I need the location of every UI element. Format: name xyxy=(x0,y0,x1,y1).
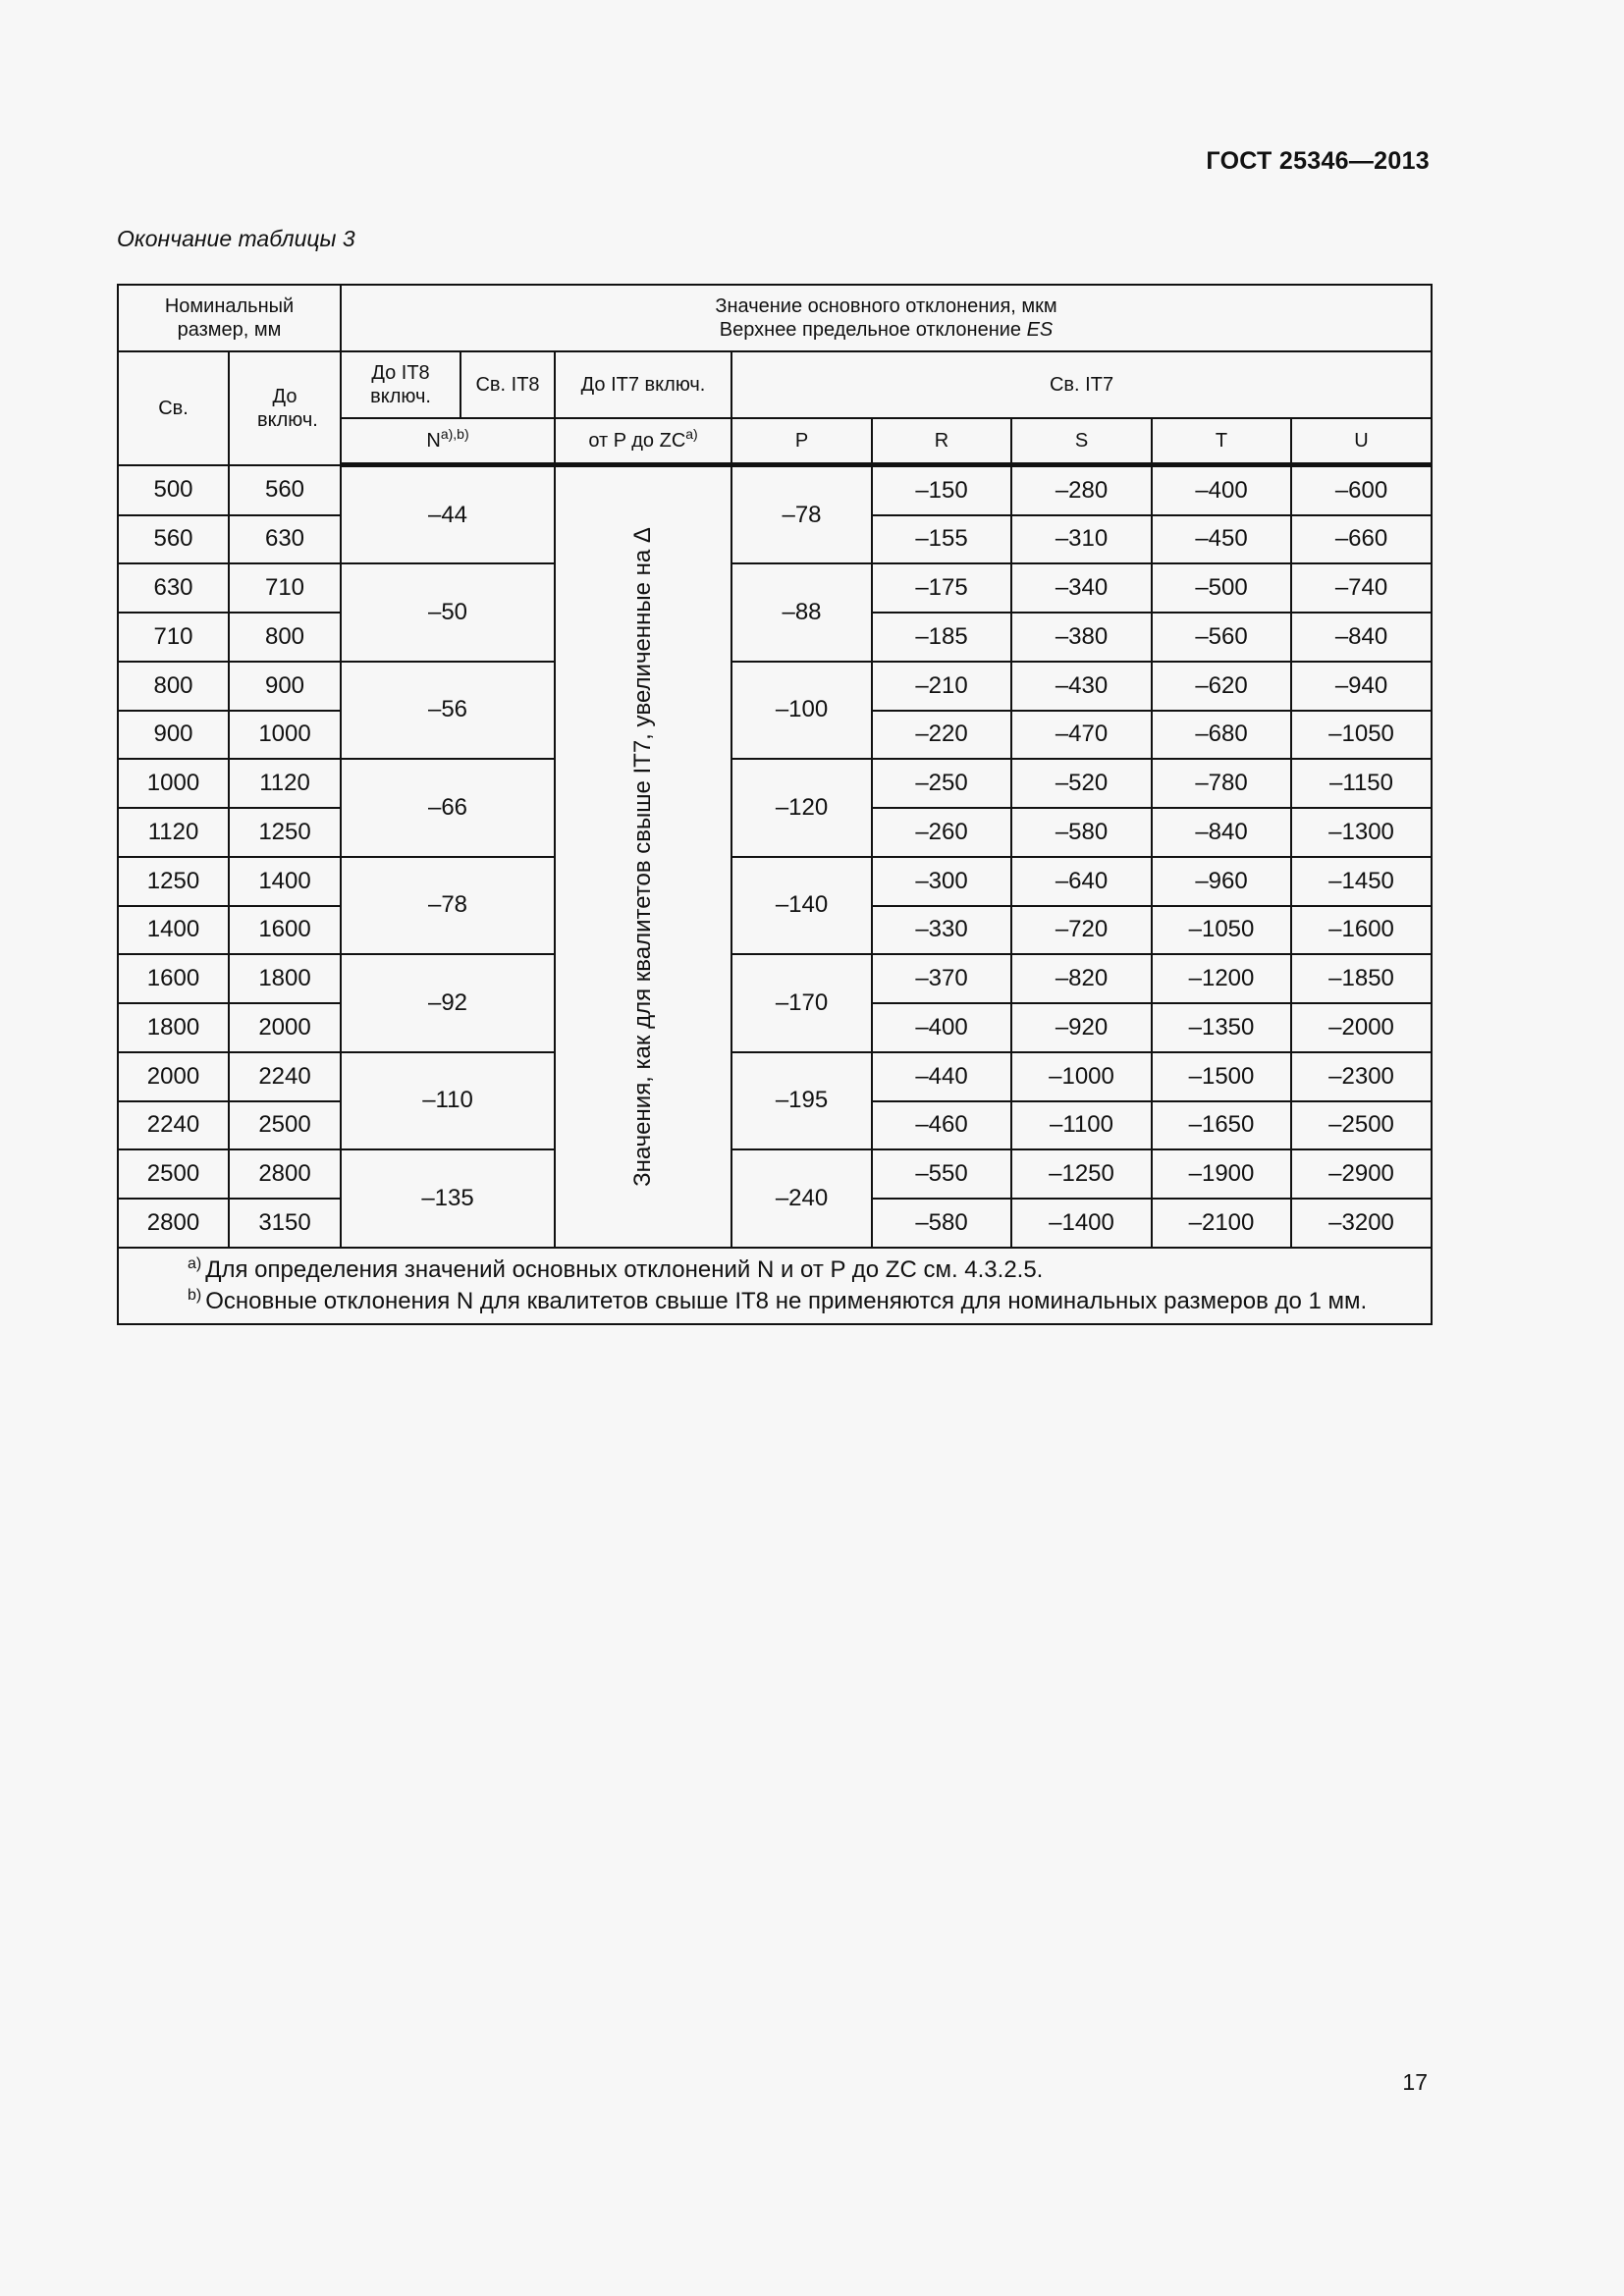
cell-from: 1800 xyxy=(118,1003,229,1052)
cell-from: 2000 xyxy=(118,1052,229,1101)
cell-to: 1000 xyxy=(229,711,341,760)
cell-r: –155 xyxy=(872,515,1011,564)
header-main-value-line2: Верхнее предельное отклонение ES xyxy=(719,319,1054,341)
cell-t: –680 xyxy=(1152,711,1291,760)
cell-n-value: –110 xyxy=(341,1052,555,1149)
cell-to: 710 xyxy=(229,563,341,613)
cell-p-value: –78 xyxy=(731,465,872,564)
footnote xyxy=(188,1286,1419,1317)
cell-u: –2000 xyxy=(1291,1003,1432,1052)
cell-n-value: –66 xyxy=(341,759,555,856)
cell-r: –580 xyxy=(872,1199,1011,1248)
table-row xyxy=(118,465,1432,515)
footnotes xyxy=(118,1248,1432,1324)
cell-r: –440 xyxy=(872,1052,1011,1101)
cell-r: –460 xyxy=(872,1101,1011,1150)
cell-u: –740 xyxy=(1291,563,1432,613)
cell-r: –210 xyxy=(872,662,1011,711)
cell-s: –820 xyxy=(1011,954,1152,1003)
table-row xyxy=(118,954,1432,1003)
cell-p-value: –100 xyxy=(731,662,872,759)
cell-from: 1400 xyxy=(118,906,229,955)
table-row xyxy=(118,759,1432,808)
cell-to: 560 xyxy=(229,465,341,515)
cell-to: 1800 xyxy=(229,954,341,1003)
cell-from: 1600 xyxy=(118,954,229,1003)
cell-s: –340 xyxy=(1011,563,1152,613)
cell-n-value: –44 xyxy=(341,465,555,564)
cell-s: –280 xyxy=(1011,465,1152,515)
cell-from: 500 xyxy=(118,465,229,515)
cell-p-value: –240 xyxy=(731,1149,872,1248)
cell-to: 2240 xyxy=(229,1052,341,1101)
cell-to: 800 xyxy=(229,613,341,662)
cell-from: 1250 xyxy=(118,857,229,906)
cell-r: –400 xyxy=(872,1003,1011,1052)
tolerance-table xyxy=(117,284,1433,1325)
table-row xyxy=(118,1149,1432,1199)
cell-u: –1150 xyxy=(1291,759,1432,808)
cell-to: 1120 xyxy=(229,759,341,808)
footnote-mark: b) xyxy=(188,1286,202,1304)
cell-to: 3150 xyxy=(229,1199,341,1248)
header-main-value xyxy=(341,285,1432,351)
footnote-text: Для определения значений основных отклонений N и от P до ZC см. 4.3.2.5. xyxy=(205,1255,1044,1283)
cell-u: –1600 xyxy=(1291,906,1432,955)
cell-u: –2500 xyxy=(1291,1101,1432,1150)
cell-p-value: –120 xyxy=(731,759,872,856)
footnote xyxy=(188,1255,1419,1286)
cell-t: –2100 xyxy=(1152,1199,1291,1248)
cell-t: –1500 xyxy=(1152,1052,1291,1101)
cell-s: –1100 xyxy=(1011,1101,1152,1150)
cell-r: –370 xyxy=(872,954,1011,1003)
table-body xyxy=(118,465,1432,1324)
cell-to: 630 xyxy=(229,515,341,564)
footnote-text: Основные отклонения N для квалитетов свыше IT8 не применяются для номинальных размеров до 1 мм. xyxy=(205,1287,1368,1314)
header-p-to-zc: от P до ZC$^{a)}$ xyxy=(555,418,731,465)
cell-n-value: –50 xyxy=(341,563,555,661)
cell-t: –1900 xyxy=(1152,1149,1291,1199)
header-to: До включ. xyxy=(229,351,341,465)
cell-t: –1650 xyxy=(1152,1101,1291,1150)
cell-u: –1300 xyxy=(1291,808,1432,857)
cell-from: 2500 xyxy=(118,1149,229,1199)
page-number: 17 xyxy=(1402,2069,1428,2095)
header-nominal-size: Номинальный размер, мм xyxy=(118,285,341,351)
cell-t: –400 xyxy=(1152,465,1291,515)
cell-r: –175 xyxy=(872,563,1011,613)
cell-to: 2000 xyxy=(229,1003,341,1052)
table-row xyxy=(118,857,1432,906)
table-caption: Окончание таблицы 3 xyxy=(117,226,355,251)
cell-r: –250 xyxy=(872,759,1011,808)
cell-t: –1350 xyxy=(1152,1003,1291,1052)
cell-to: 2800 xyxy=(229,1149,341,1199)
cell-r: –300 xyxy=(872,857,1011,906)
cell-from: 2240 xyxy=(118,1101,229,1150)
cell-t: –500 xyxy=(1152,563,1291,613)
cell-u: –600 xyxy=(1291,465,1432,515)
header-from: Св. xyxy=(118,351,229,465)
cell-s: –1000 xyxy=(1011,1052,1152,1101)
header-up-to-it7: До IT7 включ. xyxy=(555,351,731,418)
cell-to: 2500 xyxy=(229,1101,341,1150)
cell-from: 630 xyxy=(118,563,229,613)
cell-r: –330 xyxy=(872,906,1011,955)
cell-n-value: –78 xyxy=(341,857,555,954)
header-u: U xyxy=(1291,418,1432,465)
cell-p-value: –195 xyxy=(731,1052,872,1149)
cell-r: –185 xyxy=(872,613,1011,662)
cell-t: –840 xyxy=(1152,808,1291,857)
cell-u: –2300 xyxy=(1291,1052,1432,1101)
table-row xyxy=(118,662,1432,711)
cell-p-value: –170 xyxy=(731,954,872,1051)
header-n: $N^{a),b)}$ xyxy=(341,418,555,465)
cell-t: –960 xyxy=(1152,857,1291,906)
header-over-it7: Св. IT7 xyxy=(731,351,1432,418)
cell-t: –620 xyxy=(1152,662,1291,711)
footnote-mark: a) xyxy=(188,1255,202,1272)
cell-s: –1250 xyxy=(1011,1149,1152,1199)
header-over-it8: Св. IT8 xyxy=(460,351,555,418)
cell-t: –780 xyxy=(1152,759,1291,808)
cell-from: 1000 xyxy=(118,759,229,808)
cell-r: –150 xyxy=(872,465,1011,515)
table-row xyxy=(118,1052,1432,1101)
cell-s: –640 xyxy=(1011,857,1152,906)
cell-u: –660 xyxy=(1291,515,1432,564)
header-s: S xyxy=(1011,418,1152,465)
table-row xyxy=(118,563,1432,613)
cell-u: –840 xyxy=(1291,613,1432,662)
cell-from: 560 xyxy=(118,515,229,564)
cell-s: –310 xyxy=(1011,515,1152,564)
document-header: ГОСТ 25346—2013 xyxy=(1206,147,1430,175)
cell-t: –450 xyxy=(1152,515,1291,564)
cell-p-value: –88 xyxy=(731,563,872,661)
cell-r: –220 xyxy=(872,711,1011,760)
cell-vertical-note xyxy=(555,465,731,1248)
cell-to: 900 xyxy=(229,662,341,711)
cell-from: 800 xyxy=(118,662,229,711)
cell-to: 1400 xyxy=(229,857,341,906)
cell-s: –580 xyxy=(1011,808,1152,857)
cell-s: –1400 xyxy=(1011,1199,1152,1248)
cell-n-value: –135 xyxy=(341,1149,555,1248)
cell-to: 1250 xyxy=(229,808,341,857)
cell-s: –380 xyxy=(1011,613,1152,662)
cell-t: –1200 xyxy=(1152,954,1291,1003)
cell-to: 1600 xyxy=(229,906,341,955)
cell-u: –1850 xyxy=(1291,954,1432,1003)
cell-r: –550 xyxy=(872,1149,1011,1199)
cell-u: –3200 xyxy=(1291,1199,1432,1248)
cell-u: –940 xyxy=(1291,662,1432,711)
cell-s: –470 xyxy=(1011,711,1152,760)
cell-n-value: –56 xyxy=(341,662,555,759)
vertical-note-text: Значения, как для квалитетов свыше IT7, увеличенные на Δ xyxy=(629,526,657,1187)
cell-t: –560 xyxy=(1152,613,1291,662)
cell-u: –2900 xyxy=(1291,1149,1432,1199)
cell-from: 2800 xyxy=(118,1199,229,1248)
cell-s: –430 xyxy=(1011,662,1152,711)
header-t: T xyxy=(1152,418,1291,465)
cell-u: –1450 xyxy=(1291,857,1432,906)
header-r: R xyxy=(872,418,1011,465)
cell-from: 1120 xyxy=(118,808,229,857)
cell-p-value: –140 xyxy=(731,857,872,954)
footnotes-row xyxy=(118,1248,1432,1324)
cell-from: 710 xyxy=(118,613,229,662)
cell-s: –520 xyxy=(1011,759,1152,808)
header-main-value-line1: Значение основного отклонения, мкм xyxy=(715,295,1057,317)
cell-from: 900 xyxy=(118,711,229,760)
header-p: P xyxy=(731,418,872,465)
cell-n-value: –92 xyxy=(341,954,555,1051)
cell-r: –260 xyxy=(872,808,1011,857)
header-up-to-it8: До IT8 включ. xyxy=(341,351,460,418)
cell-u: –1050 xyxy=(1291,711,1432,760)
cell-t: –1050 xyxy=(1152,906,1291,955)
cell-s: –720 xyxy=(1011,906,1152,955)
cell-s: –920 xyxy=(1011,1003,1152,1052)
